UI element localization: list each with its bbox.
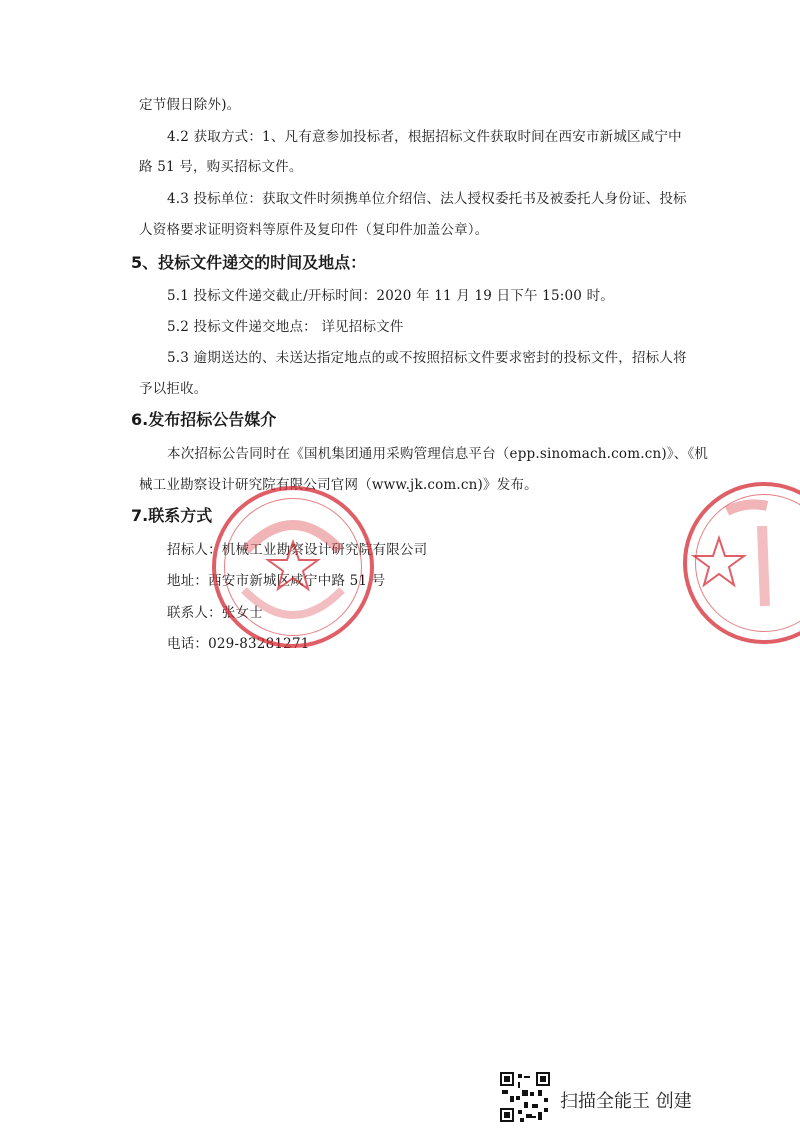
contact-person: 联系人：张女士 (167, 605, 263, 621)
paragraph-4-2-line2: 路 51 号，购买招标文件。 (139, 159, 303, 175)
paragraph-5-1: 5.1 投标文件递交截止/开标时间：2020 年 11 月 19 日下午 15:00 时。 (167, 288, 614, 304)
section4-1-tail: 定节假日除外)。 (139, 97, 241, 113)
contact-tenderer: 招标人：机械工业勘察设计研究院有限公司 (167, 542, 428, 558)
seal-star-icon (216, 490, 370, 644)
paragraph-6-line1: 本次招标公告同时在《国机集团通用采购管理信息平台（epp.sinomach.com.cn)》、《机 (167, 446, 709, 462)
company-seal (212, 486, 374, 648)
contact-address: 地址：西安市新城区咸宁中路 51 号 (167, 573, 386, 589)
qr-code-icon (500, 1072, 550, 1122)
section-5-heading: 5、投标文件递交的时间及地点： (131, 253, 367, 272)
seal-star-partial-icon (687, 486, 800, 640)
scanner-watermark-label: 扫描全能王 创建 (560, 1091, 692, 1112)
paragraph-4-2-line1: 4.2 获取方式：1、凡有意参加投标者，根据招标文件获取时间在西安市新城区咸宁中 (167, 129, 682, 145)
paragraph-4-3-line2: 人资格要求证明资料等原件及复印件（复印件加盖公章）。 (139, 222, 489, 238)
section-7-heading: 7.联系方式 (131, 506, 213, 525)
partial-seal-right (683, 482, 800, 644)
contact-phone: 电话：029-83281271 (167, 636, 310, 652)
paragraph-5-2: 5.2 投标文件递交地点： 详见招标文件 (167, 319, 404, 335)
paragraph-4-3-line1: 4.3 投标单位：获取文件时须携单位介绍信、法人授权委托书及被委托人身份证、投标 (167, 191, 687, 207)
section-6-heading: 6.发布招标公告媒介 (131, 410, 277, 429)
paragraph-5-3-line2: 予以拒收。 (139, 381, 208, 397)
paragraph-6-line2: 械工业勘察设计研究院有限公司官网（www.jk.com.cn)》发布。 (139, 477, 538, 493)
paragraph-5-3-line1: 5.3 逾期送达的、未送达指定地点的或不按照招标文件要求密封的投标文件，招标人将 (167, 350, 687, 366)
